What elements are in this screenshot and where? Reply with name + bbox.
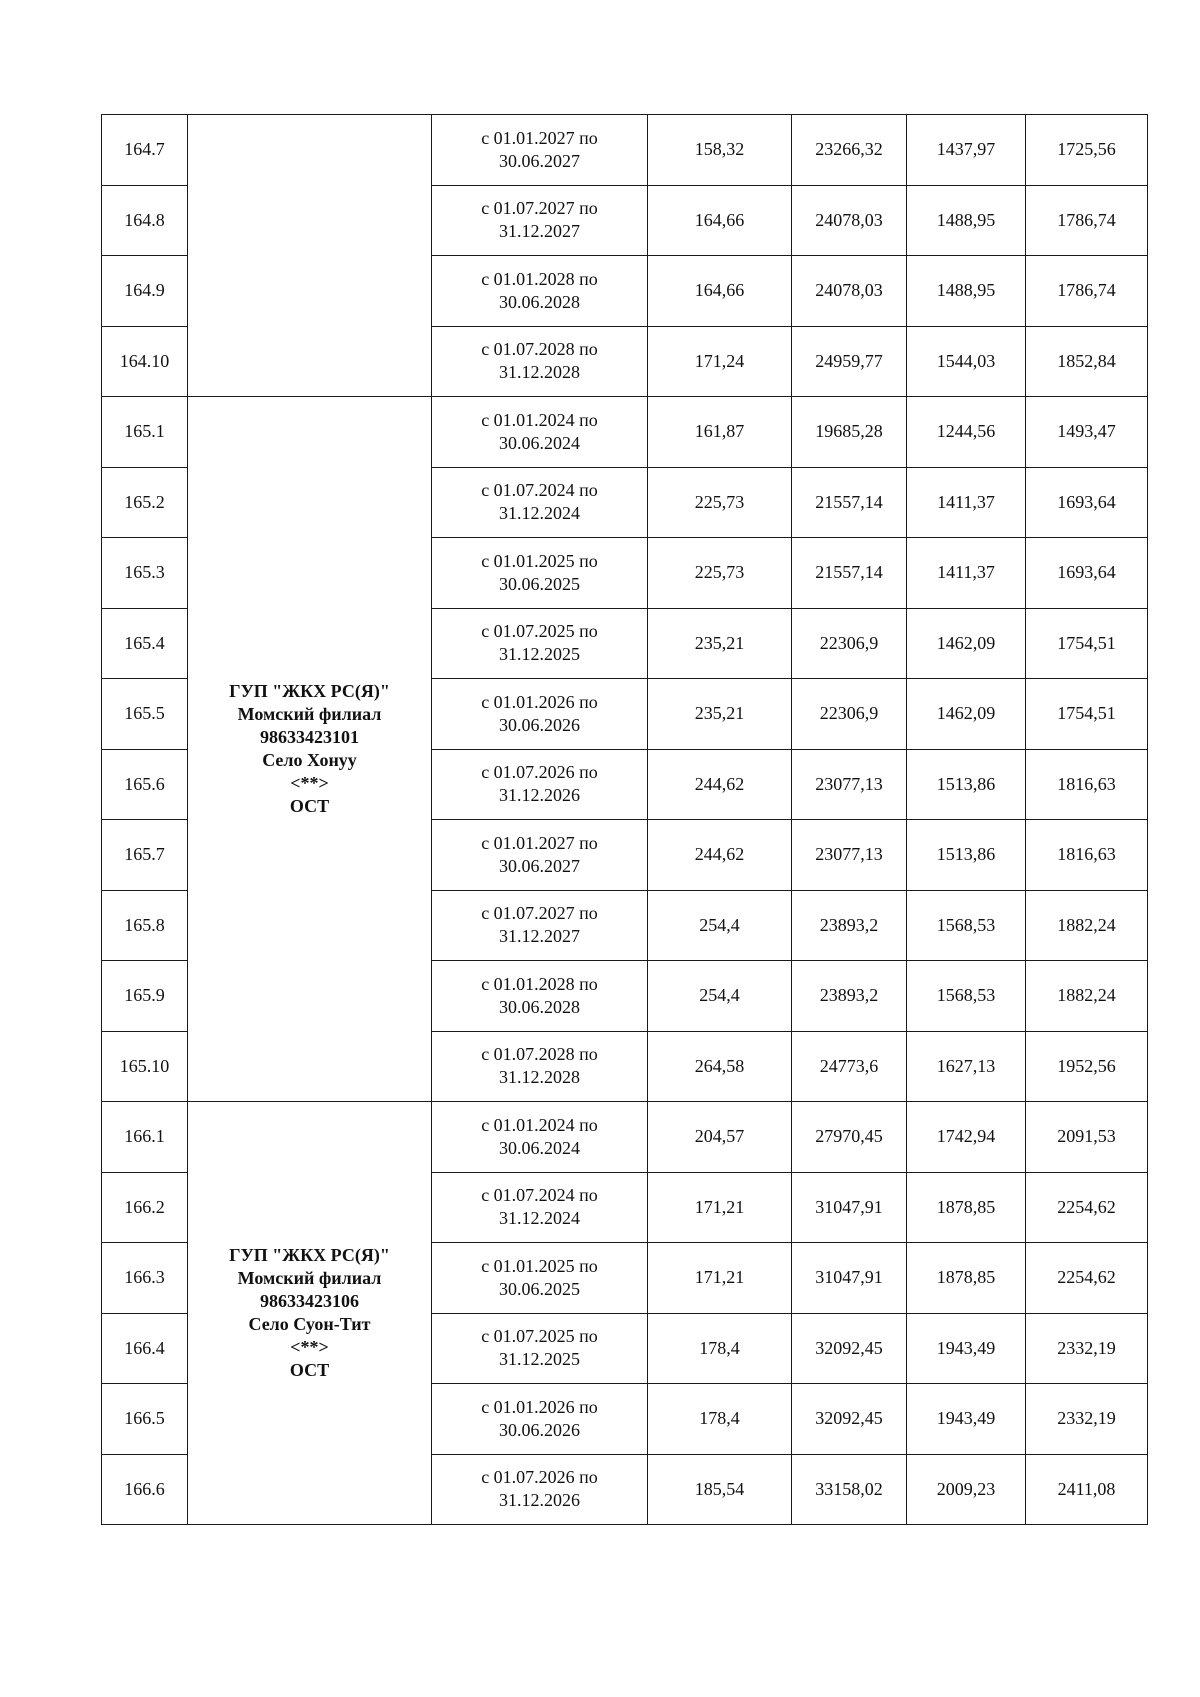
organization-cell (188, 115, 432, 397)
value-cell-v1: 178,4 (648, 1384, 792, 1455)
value-cell-v3: 1462,09 (907, 608, 1026, 679)
value-cell-v4: 1693,64 (1026, 467, 1148, 538)
value-cell-v2: 33158,02 (792, 1454, 907, 1525)
row-number-cell: 165.2 (102, 467, 188, 538)
period-cell (432, 1243, 648, 1314)
row-number-cell: 165.10 (102, 1031, 188, 1102)
value-cell-v4: 1754,51 (1026, 679, 1148, 750)
period-cell (432, 1313, 648, 1384)
value-cell-v4: 1952,56 (1026, 1031, 1148, 1102)
value-cell-v3: 1513,86 (907, 749, 1026, 820)
period-cell (432, 256, 648, 327)
period-line: с 01.07.2027 по (481, 198, 598, 219)
value-cell-v4: 2254,62 (1026, 1243, 1148, 1314)
value-cell-v4: 1493,47 (1026, 397, 1148, 468)
value-cell-v4: 2332,19 (1026, 1313, 1148, 1384)
value-cell-v3: 1513,86 (907, 820, 1026, 891)
period-line: 31.12.2025 (499, 1349, 580, 1370)
tariff-table (101, 114, 1148, 1525)
value-cell-v4: 1786,74 (1026, 185, 1148, 256)
row-number-cell: 164.7 (102, 115, 188, 186)
period-line: 30.06.2025 (499, 573, 580, 594)
value-cell-v1: 235,21 (648, 679, 792, 750)
row-number-cell: 165.7 (102, 820, 188, 891)
value-cell-v4: 2254,62 (1026, 1172, 1148, 1243)
row-number-cell: 165.3 (102, 538, 188, 609)
value-cell-v1: 235,21 (648, 608, 792, 679)
value-cell-v4: 1882,24 (1026, 961, 1148, 1032)
value-cell-v2: 24078,03 (792, 256, 907, 327)
value-cell-v4: 2332,19 (1026, 1384, 1148, 1455)
period-line: 31.12.2025 (499, 644, 580, 665)
period-line: 30.06.2026 (499, 714, 580, 735)
value-cell-v2: 22306,9 (792, 608, 907, 679)
value-cell-v3: 1488,95 (907, 185, 1026, 256)
value-cell-v3: 2009,23 (907, 1454, 1026, 1525)
value-cell-v1: 244,62 (648, 749, 792, 820)
value-cell-v2: 23077,13 (792, 820, 907, 891)
tariff-table-body (102, 115, 1148, 1525)
period-line: с 01.01.2026 по (481, 691, 598, 712)
value-cell-v2: 27970,45 (792, 1102, 907, 1173)
value-cell-v1: 161,87 (648, 397, 792, 468)
period-line: с 01.07.2028 по (481, 1044, 598, 1065)
period-line: 30.06.2028 (499, 291, 580, 312)
period-cell (432, 749, 648, 820)
period-line: 30.06.2024 (499, 1137, 580, 1158)
value-cell-v2: 22306,9 (792, 679, 907, 750)
value-cell-v4: 2411,08 (1026, 1454, 1148, 1525)
period-cell (432, 1172, 648, 1243)
period-cell (432, 397, 648, 468)
period-line: 30.06.2027 (499, 855, 580, 876)
value-cell-v1: 164,66 (648, 185, 792, 256)
value-cell-v2: 31047,91 (792, 1243, 907, 1314)
period-cell (432, 326, 648, 397)
period-line: 30.06.2028 (499, 996, 580, 1017)
period-line: 30.06.2025 (499, 1278, 580, 1299)
period-line: с 01.01.2024 по (481, 409, 598, 430)
value-cell-v3: 1488,95 (907, 256, 1026, 327)
row-number-cell: 166.3 (102, 1243, 188, 1314)
period-line: с 01.07.2026 по (481, 1467, 598, 1488)
organization-line: Село Суон-Тит (248, 1314, 371, 1334)
row-number-cell: 164.10 (102, 326, 188, 397)
organization-cell (188, 1102, 432, 1525)
period-line: с 01.01.2025 по (481, 1255, 598, 1276)
period-line: 30.06.2026 (499, 1419, 580, 1440)
value-cell-v1: 225,73 (648, 538, 792, 609)
value-cell-v3: 1878,85 (907, 1172, 1026, 1243)
row-number-cell: 165.5 (102, 679, 188, 750)
value-cell-v3: 1568,53 (907, 890, 1026, 961)
row-number-cell: 166.6 (102, 1454, 188, 1525)
value-cell-v2: 32092,45 (792, 1384, 907, 1455)
row-number-cell: 165.9 (102, 961, 188, 1032)
organization-line: ОСТ (289, 796, 330, 816)
period-line: с 01.07.2026 по (481, 762, 598, 783)
period-cell (432, 115, 648, 186)
period-line: 31.12.2026 (499, 785, 580, 806)
row-number-cell: 164.9 (102, 256, 188, 327)
value-cell-v2: 19685,28 (792, 397, 907, 468)
period-line: 31.12.2028 (499, 362, 580, 383)
value-cell-v4: 1816,63 (1026, 820, 1148, 891)
row-number-cell: 166.2 (102, 1172, 188, 1243)
period-cell (432, 608, 648, 679)
period-line: с 01.01.2027 по (481, 127, 598, 148)
value-cell-v1: 204,57 (648, 1102, 792, 1173)
period-line: с 01.07.2028 по (481, 339, 598, 360)
row-number-cell: 165.1 (102, 397, 188, 468)
organization-line: Село Хонуу (262, 750, 357, 770)
value-cell-v3: 1411,37 (907, 538, 1026, 609)
period-line: 31.12.2024 (499, 1208, 580, 1229)
period-line: с 01.01.2027 по (481, 832, 598, 853)
value-cell-v2: 23266,32 (792, 115, 907, 186)
value-cell-v3: 1943,49 (907, 1313, 1026, 1384)
organization-line: ГУП "ЖКХ РС(Я)" (229, 1245, 390, 1265)
period-cell (432, 1454, 648, 1525)
value-cell-v3: 1244,56 (907, 397, 1026, 468)
period-cell (432, 820, 648, 891)
value-cell-v3: 1627,13 (907, 1031, 1026, 1102)
table-row (102, 115, 1148, 186)
period-line: с 01.07.2027 по (481, 903, 598, 924)
value-cell-v1: 178,4 (648, 1313, 792, 1384)
period-line: 31.12.2028 (499, 1067, 580, 1088)
value-cell-v3: 1411,37 (907, 467, 1026, 538)
value-cell-v2: 21557,14 (792, 538, 907, 609)
value-cell-v4: 1882,24 (1026, 890, 1148, 961)
value-cell-v2: 23893,2 (792, 890, 907, 961)
value-cell-v2: 24078,03 (792, 185, 907, 256)
value-cell-v4: 1754,51 (1026, 608, 1148, 679)
value-cell-v4: 1816,63 (1026, 749, 1148, 820)
period-cell (432, 1384, 648, 1455)
period-cell (432, 679, 648, 750)
value-cell-v1: 171,21 (648, 1243, 792, 1314)
value-cell-v2: 23077,13 (792, 749, 907, 820)
row-number-cell: 165.6 (102, 749, 188, 820)
value-cell-v4: 1786,74 (1026, 256, 1148, 327)
organization-line: <**> (290, 1337, 329, 1357)
organization-line: 98633423101 (260, 727, 359, 747)
value-cell-v4: 2091,53 (1026, 1102, 1148, 1173)
period-line: 31.12.2024 (499, 503, 580, 524)
organization-line: <**> (290, 773, 329, 793)
value-cell-v1: 225,73 (648, 467, 792, 538)
period-line: 30.06.2027 (499, 150, 580, 171)
value-cell-v3: 1437,97 (907, 115, 1026, 186)
value-cell-v1: 164,66 (648, 256, 792, 327)
period-line: с 01.01.2026 по (481, 1396, 598, 1417)
value-cell-v2: 32092,45 (792, 1313, 907, 1384)
value-cell-v4: 1725,56 (1026, 115, 1148, 186)
period-line: с 01.01.2024 по (481, 1114, 598, 1135)
value-cell-v4: 1693,64 (1026, 538, 1148, 609)
value-cell-v1: 171,24 (648, 326, 792, 397)
row-number-cell: 165.8 (102, 890, 188, 961)
period-line: с 01.07.2024 по (481, 1185, 598, 1206)
value-cell-v3: 1742,94 (907, 1102, 1026, 1173)
row-number-cell: 166.5 (102, 1384, 188, 1455)
period-cell (432, 1031, 648, 1102)
period-line: 31.12.2027 (499, 926, 580, 947)
value-cell-v1: 264,58 (648, 1031, 792, 1102)
period-line: с 01.01.2025 по (481, 550, 598, 571)
value-cell-v1: 254,4 (648, 961, 792, 1032)
value-cell-v2: 23893,2 (792, 961, 907, 1032)
value-cell-v1: 244,62 (648, 820, 792, 891)
period-cell (432, 185, 648, 256)
value-cell-v2: 24773,6 (792, 1031, 907, 1102)
organization-line: ГУП "ЖКХ РС(Я)" (229, 681, 390, 701)
row-number-cell: 166.1 (102, 1102, 188, 1173)
period-line: с 01.01.2028 по (481, 973, 598, 994)
value-cell-v3: 1568,53 (907, 961, 1026, 1032)
period-line: с 01.07.2025 по (481, 1326, 598, 1347)
period-line: 30.06.2024 (499, 432, 580, 453)
table-row (102, 397, 1148, 468)
value-cell-v3: 1943,49 (907, 1384, 1026, 1455)
organization-line: 98633423106 (260, 1291, 359, 1311)
value-cell-v2: 21557,14 (792, 467, 907, 538)
period-cell (432, 890, 648, 961)
period-line: 31.12.2027 (499, 221, 580, 242)
organization-line: Момский филиал (237, 1268, 382, 1288)
row-number-cell: 165.4 (102, 608, 188, 679)
organization-line: Момский филиал (237, 704, 382, 724)
period-cell (432, 538, 648, 609)
value-cell-v3: 1462,09 (907, 679, 1026, 750)
organization-line: ОСТ (289, 1360, 330, 1380)
period-line: с 01.01.2028 по (481, 268, 598, 289)
value-cell-v2: 31047,91 (792, 1172, 907, 1243)
value-cell-v1: 185,54 (648, 1454, 792, 1525)
period-line: с 01.07.2024 по (481, 480, 598, 501)
period-cell (432, 1102, 648, 1173)
value-cell-v1: 254,4 (648, 890, 792, 961)
row-number-cell: 166.4 (102, 1313, 188, 1384)
value-cell-v3: 1878,85 (907, 1243, 1026, 1314)
period-cell (432, 961, 648, 1032)
period-line: 31.12.2026 (499, 1490, 580, 1511)
value-cell-v4: 1852,84 (1026, 326, 1148, 397)
period-line: с 01.07.2025 по (481, 621, 598, 642)
value-cell-v2: 24959,77 (792, 326, 907, 397)
value-cell-v1: 171,21 (648, 1172, 792, 1243)
value-cell-v3: 1544,03 (907, 326, 1026, 397)
period-cell (432, 467, 648, 538)
row-number-cell: 164.8 (102, 185, 188, 256)
organization-cell (188, 397, 432, 1102)
table-row (102, 1102, 1148, 1173)
value-cell-v1: 158,32 (648, 115, 792, 186)
